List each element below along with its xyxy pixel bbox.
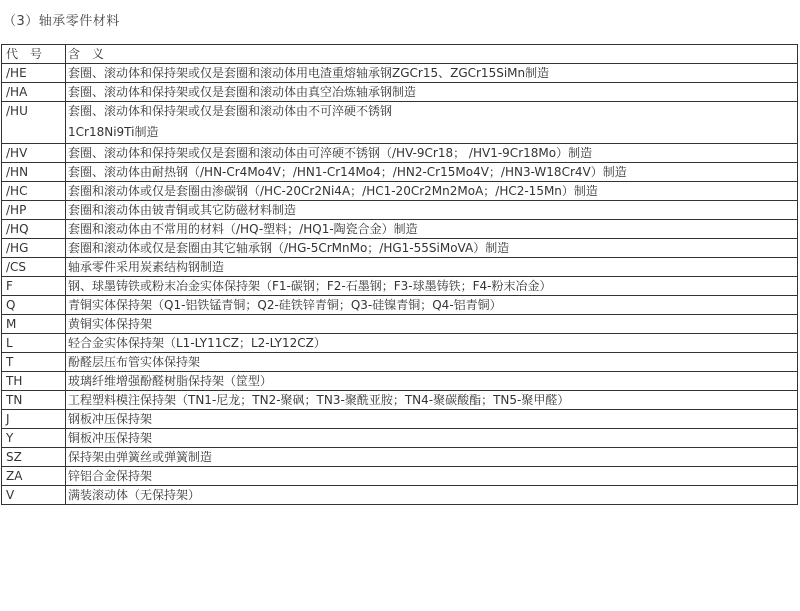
row-meaning [66, 182, 798, 201]
table-header-row [2, 45, 798, 64]
row-code: /HA [2, 83, 66, 102]
header-code: 代 号 [2, 45, 66, 64]
row-meaning-line: 酚醛层压布管实体保持架 [68, 355, 201, 369]
row-meaning [66, 315, 798, 334]
row-meaning [66, 448, 798, 467]
row-meaning-line: 玻璃纤维增强酚醛树脂保持架（筐型） [68, 374, 273, 388]
row-meaning-line: 黄铜实体保持架 [68, 317, 153, 331]
table-row [2, 429, 798, 448]
table-row [2, 102, 798, 144]
row-meaning-line: 套圈和滚动体或仅是套圈由其它轴承钢（/HG-5CrMnMo；/HG1-55SiMoVA）制造 [68, 241, 510, 255]
table-row [2, 277, 798, 296]
table-row [2, 353, 798, 372]
table-row [2, 296, 798, 315]
bearing-material-table [1, 44, 798, 505]
row-meaning [66, 353, 798, 372]
table-row [2, 486, 798, 505]
table-row [2, 467, 798, 486]
row-meaning [66, 429, 798, 448]
row-code: /HV [2, 144, 66, 163]
row-meaning-line: 套圈和滚动体或仅是套圈由渗碳钢（/HC-20Cr2Ni4A；/HC1-20Cr2Mn2MoA；/HC2-15Mn）制造 [68, 184, 598, 198]
row-code: /CS [2, 258, 66, 277]
row-meaning [66, 467, 798, 486]
table-row [2, 144, 798, 163]
row-meaning [66, 486, 798, 505]
row-code: F [2, 277, 66, 296]
row-meaning [66, 239, 798, 258]
row-code: T [2, 353, 66, 372]
row-code: SZ [2, 448, 66, 467]
table-row [2, 410, 798, 429]
row-code: ZA [2, 467, 66, 486]
row-meaning [66, 102, 798, 144]
row-code: L [2, 334, 66, 353]
row-meaning [66, 410, 798, 429]
row-code: J [2, 410, 66, 429]
row-code: M [2, 315, 66, 334]
row-meaning-line: 青铜实体保持架（Q1-铝铁锰青铜；Q2-硅铁锌青铜；Q3-硅镍青铜；Q4-铝青铜） [68, 298, 502, 312]
row-code: TN [2, 391, 66, 410]
row-meaning-line: 轴承零件采用炭素结构钢制造 [68, 260, 225, 274]
table-row [2, 201, 798, 220]
row-meaning-line: 套圈、滚动体和保持架或仅是套圈和滚动体由真空冶炼轴承钢制造 [68, 85, 417, 99]
row-meaning-line: 套圈和滚动体由不常用的材料（/HQ-塑料；/HQ1-陶瓷合金）制造 [68, 222, 418, 236]
row-code: Y [2, 429, 66, 448]
row-meaning [66, 163, 798, 182]
row-code: /HP [2, 201, 66, 220]
table-row [2, 315, 798, 334]
row-code: /HC [2, 182, 66, 201]
table-row [2, 220, 798, 239]
row-meaning [66, 372, 798, 391]
row-code: /HG [2, 239, 66, 258]
row-meaning-line: 铜板冲压保持架 [68, 431, 153, 445]
row-meaning-line: 1Cr18Ni9Ti制造 [68, 125, 159, 139]
row-meaning-line: 工程塑料模注保持架（TN1-尼龙；TN2-聚砜；TN3-聚酰亚胺；TN4-聚碳酸酯；TN5-聚甲醛） [68, 393, 570, 407]
row-meaning [66, 277, 798, 296]
row-meaning [66, 258, 798, 277]
row-meaning-line: 满装滚动体（无保持架） [68, 488, 201, 502]
table-row [2, 391, 798, 410]
row-meaning [66, 391, 798, 410]
row-code: TH [2, 372, 66, 391]
row-meaning-line: 钢板冲压保持架 [68, 412, 153, 426]
row-code: /HU [2, 102, 66, 144]
row-meaning [66, 144, 798, 163]
table-row [2, 258, 798, 277]
row-code: /HN [2, 163, 66, 182]
row-code: V [2, 486, 66, 505]
row-code: Q [2, 296, 66, 315]
table-row [2, 334, 798, 353]
row-meaning [66, 296, 798, 315]
row-meaning [66, 201, 798, 220]
row-meaning-line: 套圈、滚动体由耐热钢（/HN-Cr4Mo4V；/HN1-Cr14Mo4；/HN2-Cr15Mo4V；/HN3-W18Cr4V）制造 [68, 165, 627, 179]
row-meaning-line: 套圈、滚动体和保持架或仅是套圈和滚动体由可淬硬不锈钢（/HV-9Cr18； /HV1-9Cr18Mo）制造 [68, 146, 593, 160]
table-row [2, 239, 798, 258]
row-meaning [66, 334, 798, 353]
header-meaning: 含 义 [66, 45, 798, 64]
row-meaning [66, 220, 798, 239]
row-meaning-line: 套圈和滚动体由铍青铜或其它防磁材料制造 [68, 203, 297, 217]
table-row [2, 182, 798, 201]
table-body [2, 45, 798, 505]
row-meaning [66, 64, 798, 83]
table-row [2, 163, 798, 182]
row-meaning-line: 钢、球墨铸铁或粉末冶金实体保持架（F1-碳钢；F2-石墨钢；F3-球墨铸铁；F4-粉末冶金） [68, 279, 552, 293]
row-meaning-line: 轻合金实体保持架（L1-LY11CZ；L2-LY12CZ） [68, 336, 326, 350]
row-meaning [66, 83, 798, 102]
row-meaning-line: 套圈、滚动体和保持架或仅是套圈和滚动体用电渣重熔轴承钢ZGCr15、ZGCr15SiMn制造 [68, 66, 550, 80]
row-meaning-line: 锌铝合金保持架 [68, 469, 153, 483]
table-row [2, 64, 798, 83]
table-row [2, 448, 798, 467]
row-code: /HE [2, 64, 66, 83]
row-meaning-line: 套圈、滚动体和保持架或仅是套圈和滚动体由不可淬硬不锈钢 [68, 104, 393, 118]
table-row [2, 83, 798, 102]
table-row [2, 372, 798, 391]
section-title: （3）轴承零件材料 [3, 14, 120, 29]
row-meaning-line: 保持架由弹簧丝或弹簧制造 [68, 450, 213, 464]
row-code: /HQ [2, 220, 66, 239]
